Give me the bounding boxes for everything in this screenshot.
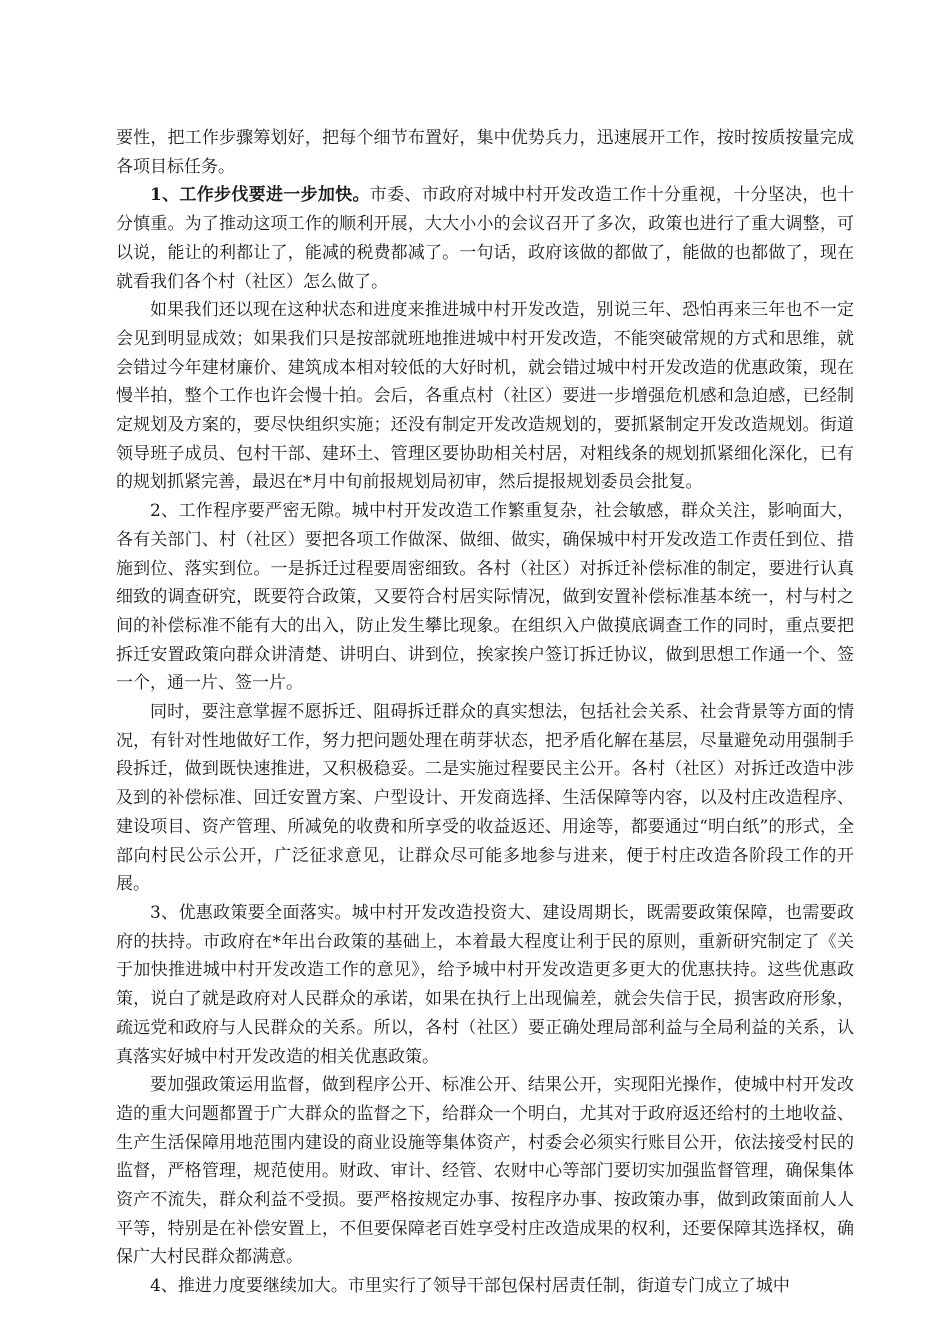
paragraph-7-text: 4、推进力度要继续加大。市里实行了领导干部包保村居责任制，街道专门成立了城中 [150,1276,790,1297]
paragraph-2-text: 如果我们还以现在这种状态和进度来推进城中村开发改造，别说三年、恐怕再来三年也不一定会见到明显成效；如果我们只是按部就班地推进城中村开发改造，不能突破常规的方式和思维，就会错过今年建材廉价、建筑成本相对较低的大好时机，就会错过城中村开发改造的优惠政策，现在慢半拍，整个工作也许会慢十拍。会后，各重点村（社区）要进一步增强危机感和急迫感，已经制定规划及方案的，要尽快组织实施；还没有制定开发改造规划的，要抓紧制定开发改造规划。街道领导班子成员、包村干部、建环土、管理区要协助相关村居，对粗线条的规划抓紧细化深化，已有的规划抓紧完善，最迟在*月中旬前报规划局初审，然后提报规划委员会批复。 [116,300,854,493]
paragraph-6-text: 要加强政策运用监督，做到程序公开、标准公开、结果公开，实现阳光操作，使城中村开发改造的重大问题都置于广大群众的监督之下，给群众一个明白，尤其对于政府返还给村的土地收益、生产生活保障用地范围内建设的商业设施等集体资产，村委会必须实行账目公开，依法接受村民的监督，严格管理，规范使用。财政、审计、经管、农财中心等部门要切实加强监督管理，确保集体资产不流失，群众利益不受损。要严格按规定办事、按程序办事、按政策办事，做到政策面前人人平等，特别是在补偿安置上，不但要保障老百姓享受村庄改造成果的权利，还要保障其选择权，确保广大村民群众都满意。 [116,1075,854,1268]
paragraph-6 [116,1071,854,1272]
paragraph-1-text: 市委、市政府对城中村开发改造工作十分重视，十分坚决，也十分慎重。为了推动这项工作的顺利开展，大大小小的会议召开了多次，政策也进行了重大调整，可以说，能让的利都让了，能减的税费都减了。一句话，政府该做的都做了，能做的也都做了，现在就看我们各个村（社区）怎么做了。 [116,185,855,292]
paragraph-1-lead: 1、工作步伐要进一步加快。 [150,185,370,206]
paragraph-5 [116,899,854,1071]
paragraph-0 [116,124,854,181]
paragraph-5-text: 3、优惠政策要全面落实。城中村开发改造投资大、建设周期长，既需要政策保障，也需要政府的扶持。市政府在*年出台政策的基础上，本着最大程度让利于民的原则，重新研究制定了《关于加快推进城中村开发改造工作的意见》，给予城中村开发改造更多更大的优惠扶持。这些优惠政策，说白了就是政府对人民群众的承诺，如果在执行上出现偏差，就会失信于民，损害政府形象，疏远党和政府与人民群众的关系。所以，各村（社区）要正确处理局部利益与全局利益的关系，认真落实好城中村开发改造的相关优惠政策。 [116,902,854,1067]
paragraph-4-text: 同时，要注意掌握不愿拆迁、阻碍拆迁群众的真实想法，包括社会关系、社会背景等方面的情况，有针对性地做好工作，努力把问题处理在萌芽状态，把矛盾化解在基层，尽量避免动用强制手段拆迁，做到既快速推进，又积极稳妥。二是实施过程要民主公开。各村（社区）对拆迁改造中涉及到的补偿标准、回迁安置方案、户型设计、开发商选择、生活保障等内容，以及村庄改造程序、建设项目、资产管理、所减免的收费和所享受的收益返还、用途等，都要通过“明白纸”的形式，全部向村民公示公开，广泛征求意见，让群众尽可能多地参与进来，便于村庄改造各阶段工作的开展。 [116,702,854,895]
paragraph-4 [116,698,854,899]
paragraph-0-text: 要性，把工作步骤筹划好，把每个细节布置好，集中优势兵力，迅速展开工作，按时按质按量完成各项目标任务。 [116,128,854,177]
document-body [116,124,854,1301]
paragraph-7 [116,1272,854,1301]
paragraph-1 [116,181,854,296]
paragraph-3 [116,497,854,698]
paragraph-3-text: 2、工作程序要严密无隙。城中村开发改造工作繁重复杂，社会敏感，群众关注，影响面大，各有关部门、村（社区）要把各项工作做深、做细、做实，确保城中村开发改造工作责任到位、措施到位、落实到位。一是拆迁过程要周密细致。各村（社区）对拆迁补偿标准的制定，要进行认真细致的调查研究，既要符合政策，又要符合村居实际情况，做到安置补偿标准基本统一，村与村之间的补偿标准不能有大的出入，防止发生攀比现象。在组织入户做摸底调查工作的同时，重点要把拆迁安置政策向群众讲清楚、讲明白、讲到位，挨家挨户签订拆迁协议，做到思想工作通一个、签一个，通一片、签一片。 [116,501,854,694]
paragraph-2 [116,296,854,497]
